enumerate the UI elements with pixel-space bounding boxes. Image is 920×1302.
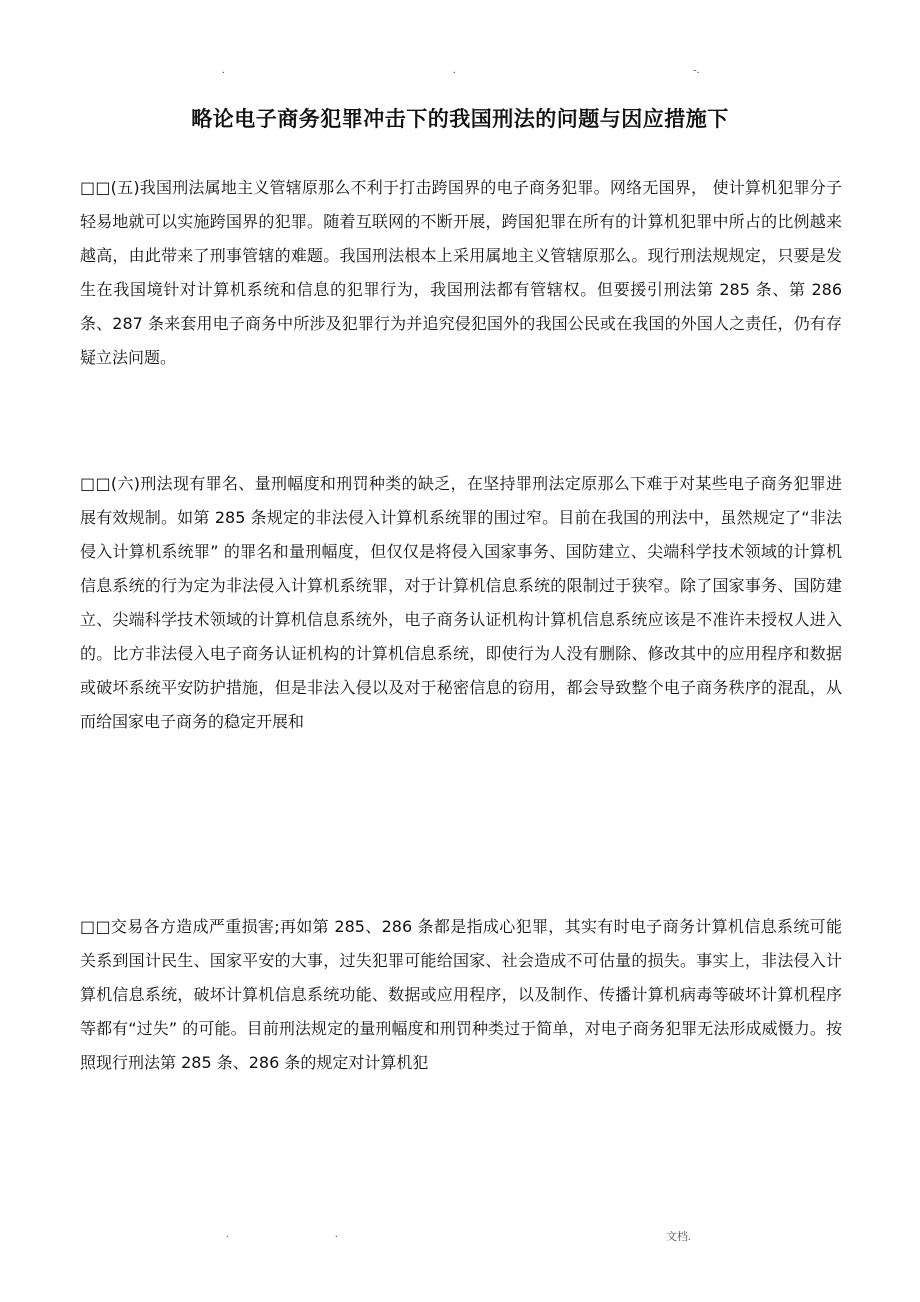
footer-mark-middle: . xyxy=(335,1228,338,1240)
footer-label: 文档. xyxy=(666,1231,691,1243)
paragraph-continued: □□交易各方造成严重损害;再如第 285、286 条都是指成心犯罪，其实有时电子商务计算机信息系统可能关系到国计民生、国家平安的大事，过失犯罪可能给国家、社会造成不可估量的损失。事实上，非法侵入计算机信息系统，破坏计算机信息系统功能、数据或应用程序，以及制作、传播计算机病毒等破坏计算机程序等都有“过失” 的可能。目前刑法规定的量刑幅度和刑罚种类过于简单，对电子商务犯罪无法形成威慑力。按照现行刑法第 285 条、286 条的规定对计算机犯 xyxy=(80,917,842,1072)
footer-mark-left: . xyxy=(226,1228,229,1240)
document-title: 略论电子商务犯罪冲击下的我国刑法的问题与因应措施下 xyxy=(191,107,729,131)
header-mark-right: -. xyxy=(693,64,700,76)
paragraph-5: □□(五)我国刑法属地主义管辖原那么不利于打击跨国界的电子商务犯罪。网络无国界， 使计算机犯罪分子轻易地就可以实施跨国界的犯罪。随着互联网的不断开展，跨国犯罪在所有的计算机犯罪中所占的比例越来越高，由此带来了刑事管辖的难题。我国刑法根本上采用属地主义管辖原那么。现行刑法规规定，只要是发生在我国境针对计算机系统和信息的犯罪行为，我国刑法都有管辖权。但要援引刑法第 285 条、第 286 条、287 条来套用电子商务中所涉及犯罪行为并追究侵犯国外的我国公民或在我国的外国人之责任，仍有存疑立法问题。 xyxy=(80,178,842,367)
header-mark-middle: . xyxy=(453,64,456,76)
header-mark-left: . xyxy=(222,64,225,76)
paragraph-6: □□(六)刑法现有罪名、量刑幅度和刑罚种类的缺乏，在坚持罪刑法定原那么下难于对某些电子商务犯罪进展有效规制。如第 285 条规定的非法侵入计算机系统罪的围过窄。目前在我国的刑法中，虽然规定了“非法侵入计算机系统罪” 的罪名和量刑幅度，但仅仅是将侵入国家事务、国防建立、尖端科学技术领域的计算机信息系统的行为定为非法侵入计算机系统罪，对于计算机信息系统的限制过于狭窄。除了国家事务、国防建立、尖端科学技术领域的计算机信息系统外，电子商务认证机构计算机信息系统应该是不准许未授权人进入的。比方非法侵入电子商务认证机构的计算机信息系统，即使行为人没有删除、修改其中的应用程序和数据或破坏系统平安防护措施，但是非法入侵以及对于秘密信息的窃用，都会导致整个电子商务秩序的混乱，从而给国家电子商务的稳定开展和 xyxy=(80,474,842,731)
